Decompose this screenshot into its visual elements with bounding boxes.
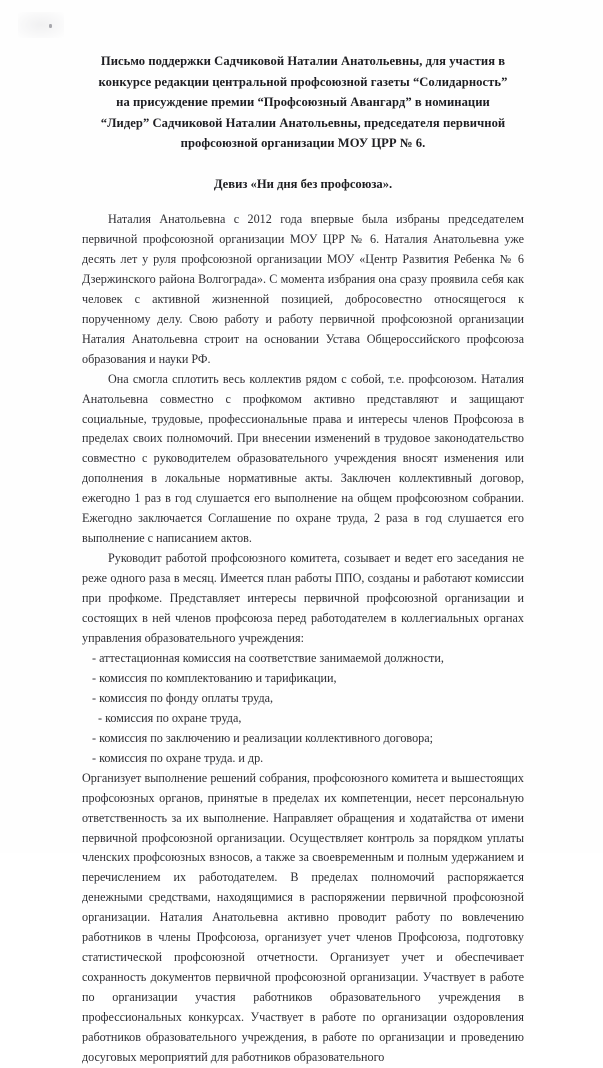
document-title: [82, 51, 524, 154]
list-item: - комиссия по охране труда. и др.: [92, 750, 264, 765]
document-motto: Девиз «Ни дня без профсоюза».: [213, 176, 393, 191]
paragraph-1: [82, 210, 524, 370]
list-item: - комиссия по комплектованию и тарификации,: [92, 670, 337, 685]
scan-smudge: [18, 12, 64, 38]
title-line-4: “Лидер” Садчиковой Наталии Анатольевны, председателя первичной: [100, 115, 506, 130]
paragraph-2: [82, 370, 524, 550]
title-line-3: на присуждение премии “Профсоюзный Авангард” в номинации: [116, 95, 490, 110]
list-item: - комиссия по охране труда,: [98, 710, 242, 725]
paragraph-3: [82, 549, 524, 649]
committee-list: [82, 649, 524, 769]
title-line-2: конкурсе редакции центральной профсоюзной газеты “Солидарность”: [98, 74, 508, 89]
document-content: [82, 0, 524, 1068]
paragraph-1-text: Наталия Анатольевна с 2012 года впервые была избраны председателем первичной профсоюзной организации МОУ ЦРР № 6. Наталия Анатольевна уже десять лет у руля профсоюзной организации МОУ «Центр Развития Ребенка № 6 Дзержинского района Волгограда». С момента избрания она сразу проявила себя как человек с активной жизненной позицией, добросовестно относящегося к порученному делу. Свою работу и работу первичной профсоюзной организации Наталия Анатольевна строит на основании Устава Общероссийского профсоюза образования и науки РФ.: [82, 211, 524, 366]
paragraph-3-text: Руководит работой профсоюзного комитета, созывает и ведет его заседания не реже одного раза в месяц. Имеется план работы ППО, созданы и работают комиссии при профкоме. Представляет интересы первичной профсоюзной организации и состоящих в ней членов профсоюза перед работодателем в коллегиальных органах управления образовательного учреждения:: [82, 551, 524, 645]
list-item: - комиссия по заключению и реализации коллективного договора;: [92, 730, 433, 745]
title-line-1: Письмо поддержки Садчиковой Наталии Анатольевны, для участия в: [100, 54, 506, 68]
list-item: - аттестационная комиссия на соответствие занимаемой должности,: [92, 650, 444, 665]
paragraph-2-text: Она смогла сплотить весь коллектив рядом с собой, т.е. профсоюзом. Наталия Анатольевна совместно с профкомом активно представляют и защищают социальные, трудовые, профессиональные права и интересы членов Профсоюза в пределах своих полномочий. При внесении изменений в трудовое законодательство совместно с руководителем образовательного учреждения вносят изменения или дополнения в локальные нормативные акты. Заключен коллективный договор, ежегодно 1 раз в год слушается его выполнение на общем профсоюзном собрании. Ежегодно заключается Соглашение по охране труда, 2 раза в год слушается его выполнение с написанием актов.: [82, 371, 524, 546]
list-item: - комиссия по фонду оплаты труда,: [92, 690, 274, 705]
scan-speck: [49, 24, 52, 28]
paragraph-closing: Организует выполнение решений собрания, профсоюзного комитета и вышестоящих профсоюзных органов, принятые в пределах их компетенции, несет персональную ответственность за их выполнение. Направляет обращения и ходатайства от имени первичной профсоюзной организации. Осуществляет контроль за порядком уплаты членских профсоюзных взносов, а также за своевременным и полным удержанием и перечислением их работодателем. В пределах полномочий распоряжается денежными средствами, находящимися в распоряжении первичной профсоюзной организации. Наталия Анатольевна активно проводит работу по вовлечению работников в члены Профсоюза, организует учет членов Профсоюза, подготовку статистической профсоюзной отчетности. Организует учет и обеспечивает сохранность документов первичной профсоюзной организации. Участвует в работе по организации участия работников образовательного учреждения в профессиональных конкурсах. Участвует в работе по организации оздоровления работников образовательного учреждения, в работе по организации и проведению досуговых мероприятий для работников образовательного: [82, 770, 524, 1064]
title-line-5: профсоюзной организации МОУ ЦРР № 6.: [180, 136, 426, 151]
